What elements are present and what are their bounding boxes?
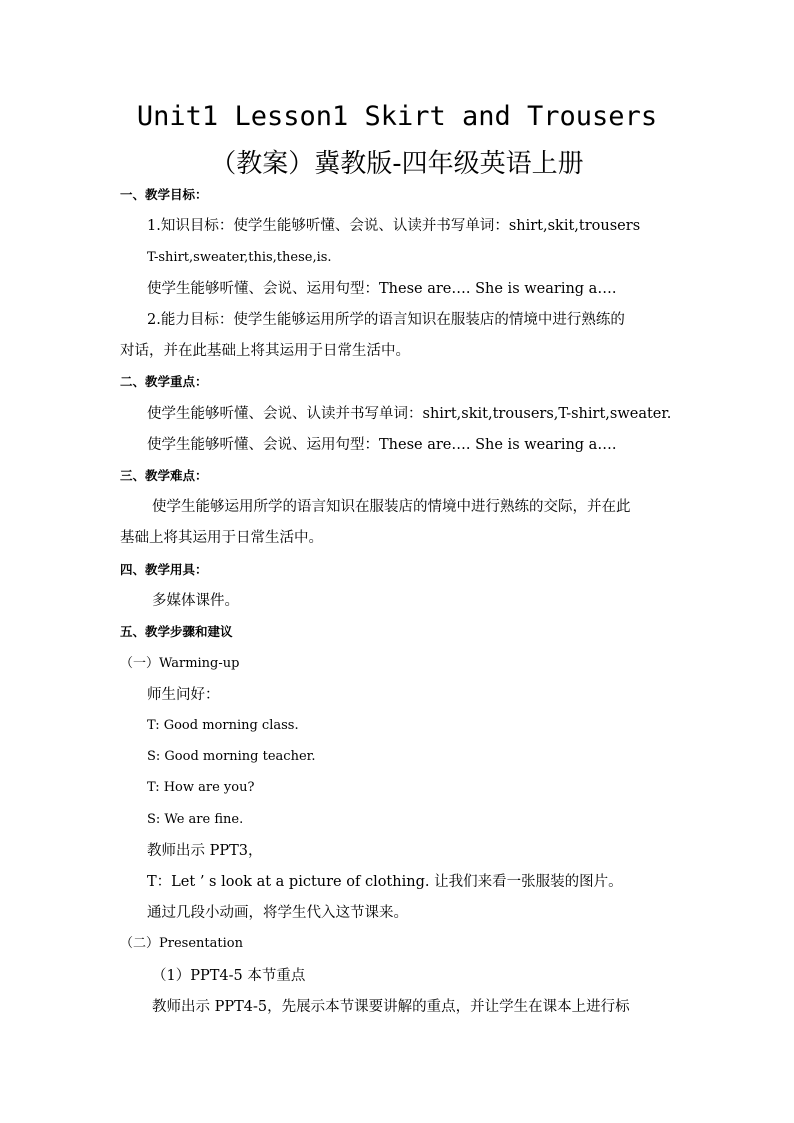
section-heading-objectives: 一、教学目标： bbox=[120, 187, 208, 202]
paragraph: 师生问好： bbox=[147, 687, 220, 703]
paragraph: T-shirt,sweater,this,these,is. bbox=[147, 250, 332, 265]
paragraph: 多媒体课件。 bbox=[152, 593, 239, 609]
paragraph: 使学生能够听懂、会说、认读并书写单词：shirt,skit,trousers,T-shirt,sweater. bbox=[147, 406, 672, 422]
paragraph: 2.能力目标：使学生能够运用所学的语言知识在服装店的情境中进行熟练的 bbox=[147, 312, 625, 328]
title-line-chinese: （教案）冀教版-四年级英语上册 bbox=[210, 149, 584, 179]
paragraph: 通过几段小动画，将学生代入这节课来。 bbox=[147, 905, 408, 921]
paragraph: 1.知识目标：使学生能够听懂、会说、认读并书写单词：shirt,skit,trousers bbox=[147, 218, 641, 234]
section-heading-steps: 五、教学步骤和建议 bbox=[120, 624, 233, 639]
list-item: （1）PPT4-5 本节重点 bbox=[152, 968, 306, 984]
title-line-english: Unit1 Lesson1 Skirt and Trousers bbox=[136, 101, 658, 132]
subsection-warming-up: （一）Warming-up bbox=[120, 656, 240, 671]
paragraph: 使学生能够听懂、会说、运用句型：These are…. She is wearing a…. bbox=[147, 437, 617, 453]
paragraph: 使学生能够运用所学的语言知识在服装店的情境中进行熟练的交际，并在此 bbox=[152, 499, 631, 515]
dialogue-line: T: How are you? bbox=[147, 780, 255, 795]
paragraph: 教师出示 PPT3， bbox=[147, 843, 263, 859]
dialogue-line: S: Good morning teacher. bbox=[147, 749, 316, 764]
subsection-presentation: （二）Presentation bbox=[120, 936, 243, 951]
section-heading-difficulties: 三、教学难点： bbox=[120, 468, 208, 483]
dialogue-line: T: Good morning class. bbox=[147, 718, 299, 733]
paragraph: 使学生能够听懂、会说、运用句型：These are…. She is wearing a…. bbox=[147, 281, 617, 297]
dialogue-line: T：Let ’ s look at a picture of clothing. 让我们来看一张服装的图片。 bbox=[147, 874, 623, 890]
paragraph: 教师出示 PPT4-5，先展示本节课要讲解的重点，并让学生在课本上进行标 bbox=[152, 999, 630, 1015]
paragraph: 对话，并在此基础上将其运用于日常生活中。 bbox=[120, 343, 410, 359]
paragraph: 基础上将其运用于日常生活中。 bbox=[120, 530, 323, 546]
section-heading-key-points: 二、教学重点： bbox=[120, 374, 208, 389]
dialogue-line: S: We are fine. bbox=[147, 812, 244, 827]
section-heading-tools: 四、教学用具： bbox=[120, 562, 208, 577]
